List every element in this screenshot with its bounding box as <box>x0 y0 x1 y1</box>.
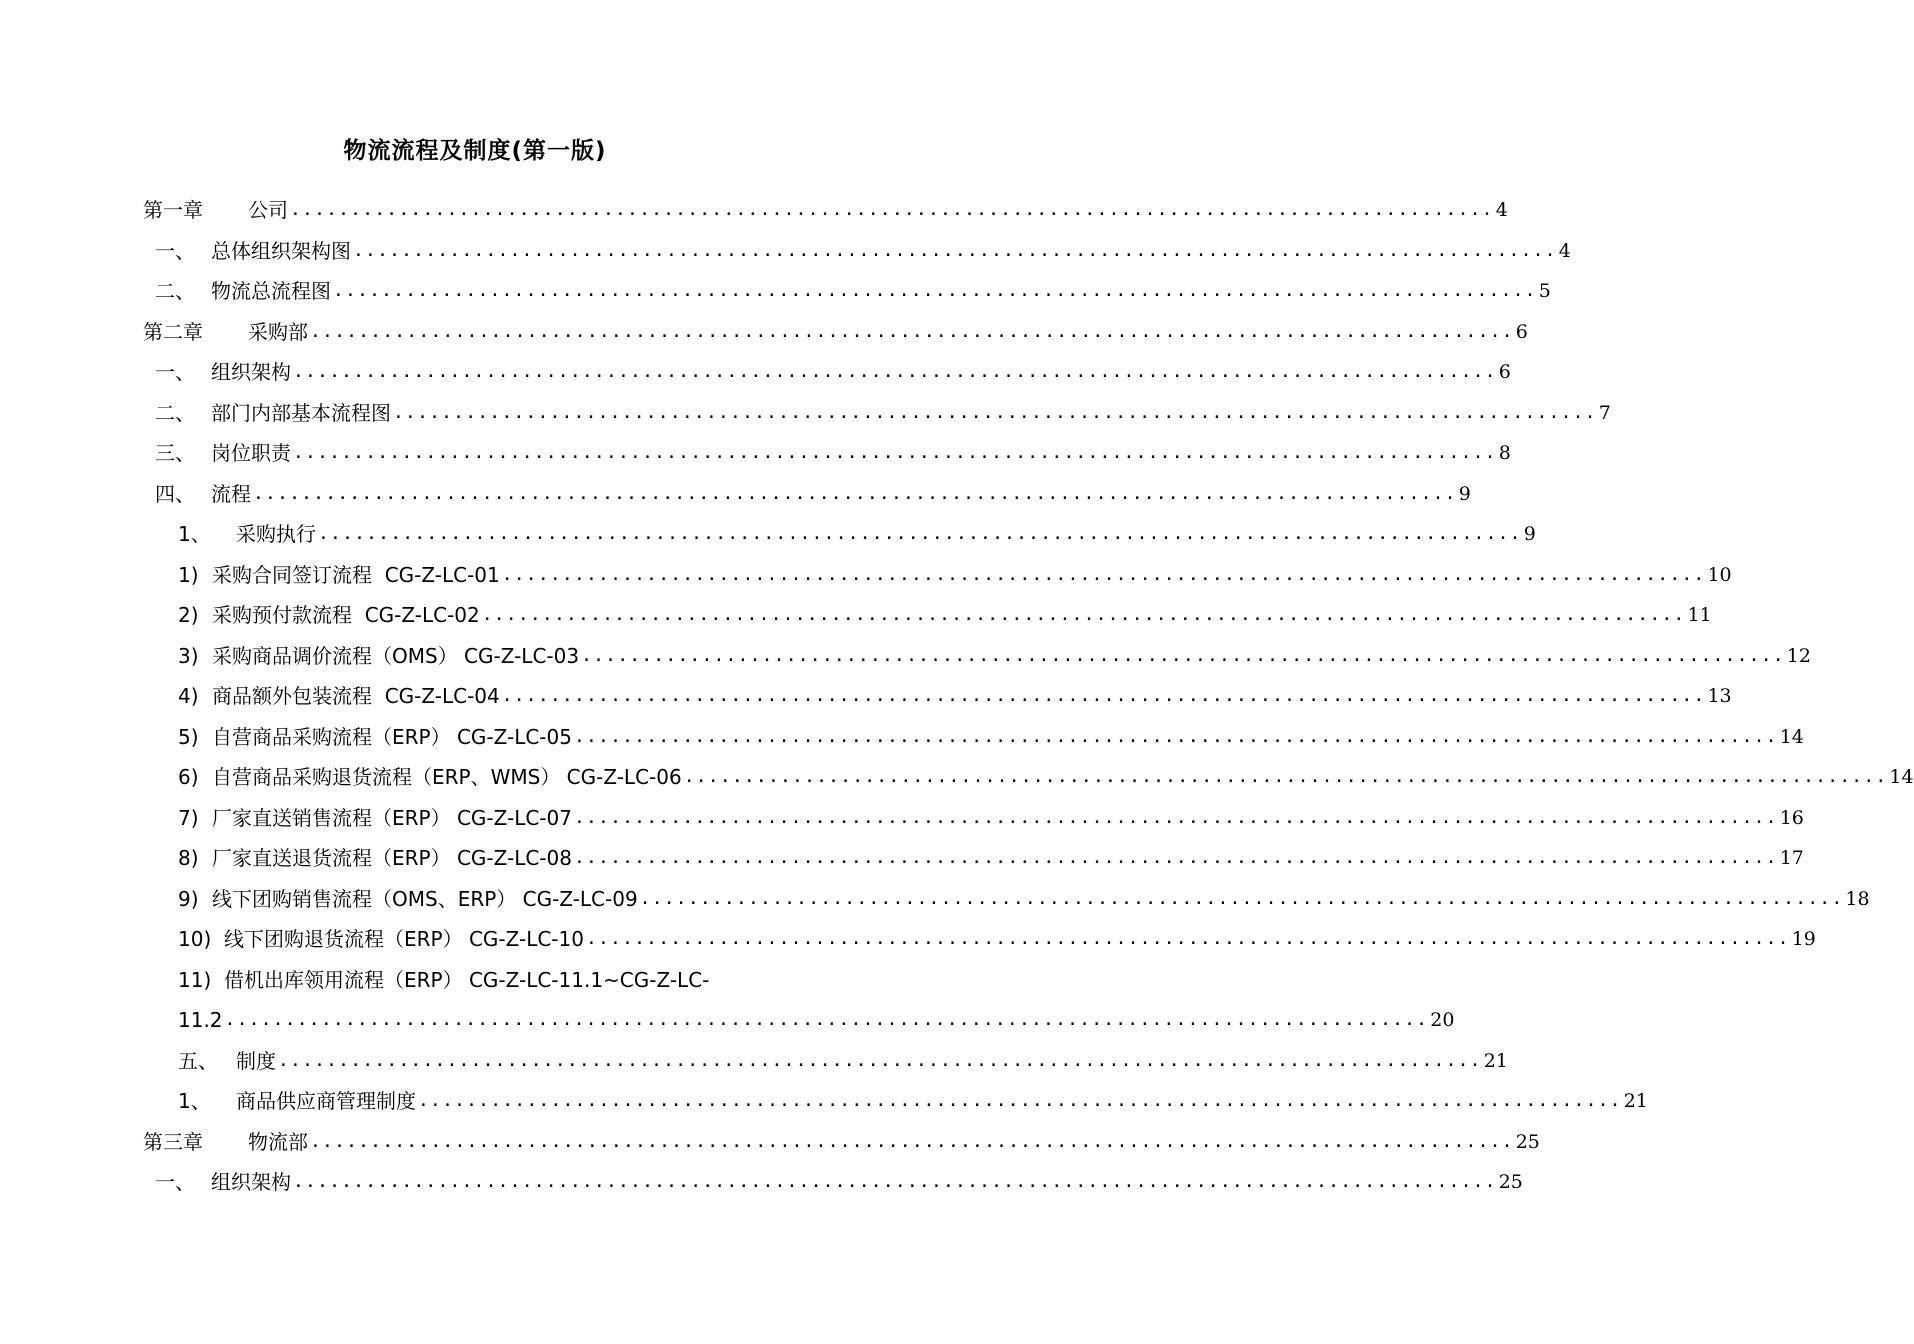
toc-page: 25 <box>1498 1171 1523 1194</box>
toc-entry[interactable] <box>0 271 1551 312</box>
toc-number: 2) <box>178 603 199 628</box>
toc-number: 五、 <box>178 1048 218 1073</box>
toc-entry[interactable] <box>0 514 1536 555</box>
toc-entry[interactable] <box>0 433 1511 474</box>
toc-text-continuation: 11.2 <box>178 1008 223 1033</box>
toc-text: 自营商品采购退货流程（ERP、WMS） CG-Z-LC-06 <box>212 765 682 790</box>
toc-leader: .................................................................................................... <box>573 725 1778 747</box>
toc-leader: .................................................................................................... <box>353 239 1557 261</box>
toc-page: 14 <box>1779 725 1804 748</box>
toc-text: 采购执行 <box>236 522 316 547</box>
toc-leader: .................................................................................................... <box>481 604 1686 626</box>
toc-page: 11 <box>1687 604 1712 627</box>
toc-page: 25 <box>1515 1130 1540 1153</box>
toc-leader: .................................................................................................... <box>581 644 1785 666</box>
toc-page: 18 <box>1845 887 1870 910</box>
toc-leader: .................................................................................................... <box>393 401 1597 423</box>
toc-number: 3) <box>178 643 199 668</box>
toc-text: 制度 <box>236 1048 276 1073</box>
toc-leader: .................................................................................................... <box>293 361 1497 383</box>
toc-page: 20 <box>1430 1009 1455 1032</box>
toc-text: 商品额外包装流程 CG-Z-LC-04 <box>212 684 500 709</box>
toc-page: 5 <box>1538 280 1551 303</box>
toc-leader: .................................................................................................... <box>310 1130 1514 1152</box>
toc-entry[interactable] <box>0 555 1732 596</box>
toc-entry[interactable] <box>0 757 1914 798</box>
toc-number: 4) <box>178 684 199 709</box>
toc-text: 采购预付款流程 CG-Z-LC-02 <box>212 603 480 628</box>
toc-entry[interactable] <box>0 474 1471 515</box>
toc-entry[interactable] <box>0 717 1804 758</box>
toc-leader: .................................................................................................... <box>290 199 1494 221</box>
toc-entry-chapter-3[interactable] <box>0 1122 1540 1163</box>
toc-text: 流程 <box>211 481 251 506</box>
toc-text: 物流总流程图 <box>211 279 331 304</box>
toc-number: 6) <box>178 765 199 790</box>
toc-number: 11) <box>178 967 212 992</box>
toc-entry[interactable] <box>0 960 950 1001</box>
toc-page: 6 <box>1515 320 1528 343</box>
toc-entry[interactable] <box>0 1041 1508 1082</box>
toc-entry-chapter-2[interactable] <box>0 312 1528 353</box>
toc-entry-chapter-1[interactable] <box>0 190 1508 231</box>
toc-leader: .................................................................................................... <box>224 1009 1429 1031</box>
toc-page: 8 <box>1498 442 1511 465</box>
toc-entry[interactable] <box>0 393 1611 434</box>
toc-page: 17 <box>1779 847 1804 870</box>
toc-page: 21 <box>1623 1090 1648 1113</box>
toc-page: 21 <box>1483 1049 1508 1072</box>
toc-page: 13 <box>1707 685 1732 708</box>
toc-number: 第一章 <box>143 198 203 223</box>
toc-text: 组织架构 <box>211 360 291 385</box>
toc-leader: .................................................................................................... <box>318 523 1522 545</box>
toc-entry[interactable] <box>0 919 1816 960</box>
toc-leader: .................................................................................................... <box>573 806 1778 828</box>
toc-entry[interactable] <box>0 1162 1523 1203</box>
toc-entry[interactable] <box>0 798 1804 839</box>
toc-leader: .................................................................................................... <box>333 280 1537 302</box>
toc-number: 第二章 <box>143 319 203 344</box>
toc-entry[interactable] <box>0 595 1712 636</box>
toc-number: 一、 <box>155 238 195 263</box>
toc-text: 借机出库领用流程（ERP） CG-Z-LC-11.1~CG-Z-LC- <box>224 967 710 992</box>
toc-number: 第三章 <box>143 1129 203 1154</box>
toc-number: 7) <box>178 805 199 830</box>
document-title: 物流流程及制度(第一版) <box>343 138 607 164</box>
toc-page: 6 <box>1498 361 1511 384</box>
toc-page: 9 <box>1458 482 1471 505</box>
toc-page: 14 <box>1889 766 1914 789</box>
toc-text: 总体组织架构图 <box>211 238 351 263</box>
toc-entry[interactable] <box>0 352 1511 393</box>
toc-entry[interactable] <box>0 636 1811 677</box>
toc-number: 二、 <box>155 279 195 304</box>
toc-page: 9 <box>1523 523 1536 546</box>
toc-text: 组织架构 <box>211 1170 291 1195</box>
toc-number: 三、 <box>155 441 195 466</box>
toc-page: 7 <box>1598 401 1611 424</box>
toc-page: 19 <box>1791 928 1816 951</box>
toc-number: 1、 <box>178 1089 211 1114</box>
toc-entry[interactable] <box>0 879 1870 920</box>
toc-page: 10 <box>1707 563 1732 586</box>
toc-number: 一、 <box>155 1170 195 1195</box>
toc-entry-continuation[interactable] <box>0 1000 1455 1041</box>
toc-entry[interactable] <box>0 838 1804 879</box>
toc-text: 自营商品采购流程（ERP） CG-Z-LC-05 <box>212 724 572 749</box>
toc-leader: .................................................................................................... <box>585 928 1790 950</box>
toc-text: 采购合同签订流程 CG-Z-LC-01 <box>212 562 500 587</box>
toc-number: 5) <box>178 724 199 749</box>
toc-page: 4 <box>1558 239 1571 262</box>
toc-text: 物流部 <box>248 1129 308 1154</box>
toc-text: 线下团购退货流程（ERP） CG-Z-LC-10 <box>224 927 584 952</box>
toc-text: 采购部 <box>248 319 308 344</box>
toc-leader: .................................................................................................... <box>293 442 1497 464</box>
toc-number: 二、 <box>155 400 195 425</box>
toc-number: 四、 <box>155 481 195 506</box>
toc-number: 8) <box>178 846 199 871</box>
toc-leader: .................................................................................................... <box>501 685 1706 707</box>
toc-page: 16 <box>1779 806 1804 829</box>
toc-number: 10) <box>178 927 212 952</box>
toc-leader: .................................................................................................... <box>418 1090 1622 1112</box>
toc-text: 岗位职责 <box>211 441 291 466</box>
toc-entry[interactable] <box>0 1081 1648 1122</box>
toc-text: 公司 <box>248 198 288 223</box>
toc-text: 线下团购销售流程（OMS、ERP） CG-Z-LC-09 <box>212 886 638 911</box>
toc-number: 1、 <box>178 522 211 547</box>
toc-leader: .................................................................................................... <box>683 766 1888 788</box>
toc-leader: .................................................................................................... <box>501 563 1706 585</box>
toc-number: 1) <box>178 562 199 587</box>
toc-page: 4 <box>1495 199 1508 222</box>
toc-leader: .................................................................................................... <box>639 887 1844 909</box>
toc-leader: .................................................................................................... <box>253 482 1457 504</box>
toc-text: 厂家直送退货流程（ERP） CG-Z-LC-08 <box>212 846 572 871</box>
toc-leader: .................................................................................................... <box>278 1049 1482 1071</box>
toc-leader: .................................................................................................... <box>573 847 1778 869</box>
toc-number: 9) <box>178 886 199 911</box>
toc-page: 12 <box>1786 644 1811 667</box>
toc-text: 采购商品调价流程（OMS） CG-Z-LC-03 <box>212 643 580 668</box>
toc-number: 一、 <box>155 360 195 385</box>
toc-text: 部门内部基本流程图 <box>211 400 391 425</box>
toc-entry[interactable] <box>0 676 1732 717</box>
toc-text: 厂家直送销售流程（ERP） CG-Z-LC-07 <box>212 805 572 830</box>
toc-leader: .................................................................................................... <box>310 320 1514 342</box>
toc-entry[interactable] <box>0 231 1571 272</box>
toc-leader: .................................................................................................... <box>293 1171 1497 1193</box>
table-of-contents <box>0 190 1914 1203</box>
toc-text: 商品供应商管理制度 <box>236 1089 416 1114</box>
